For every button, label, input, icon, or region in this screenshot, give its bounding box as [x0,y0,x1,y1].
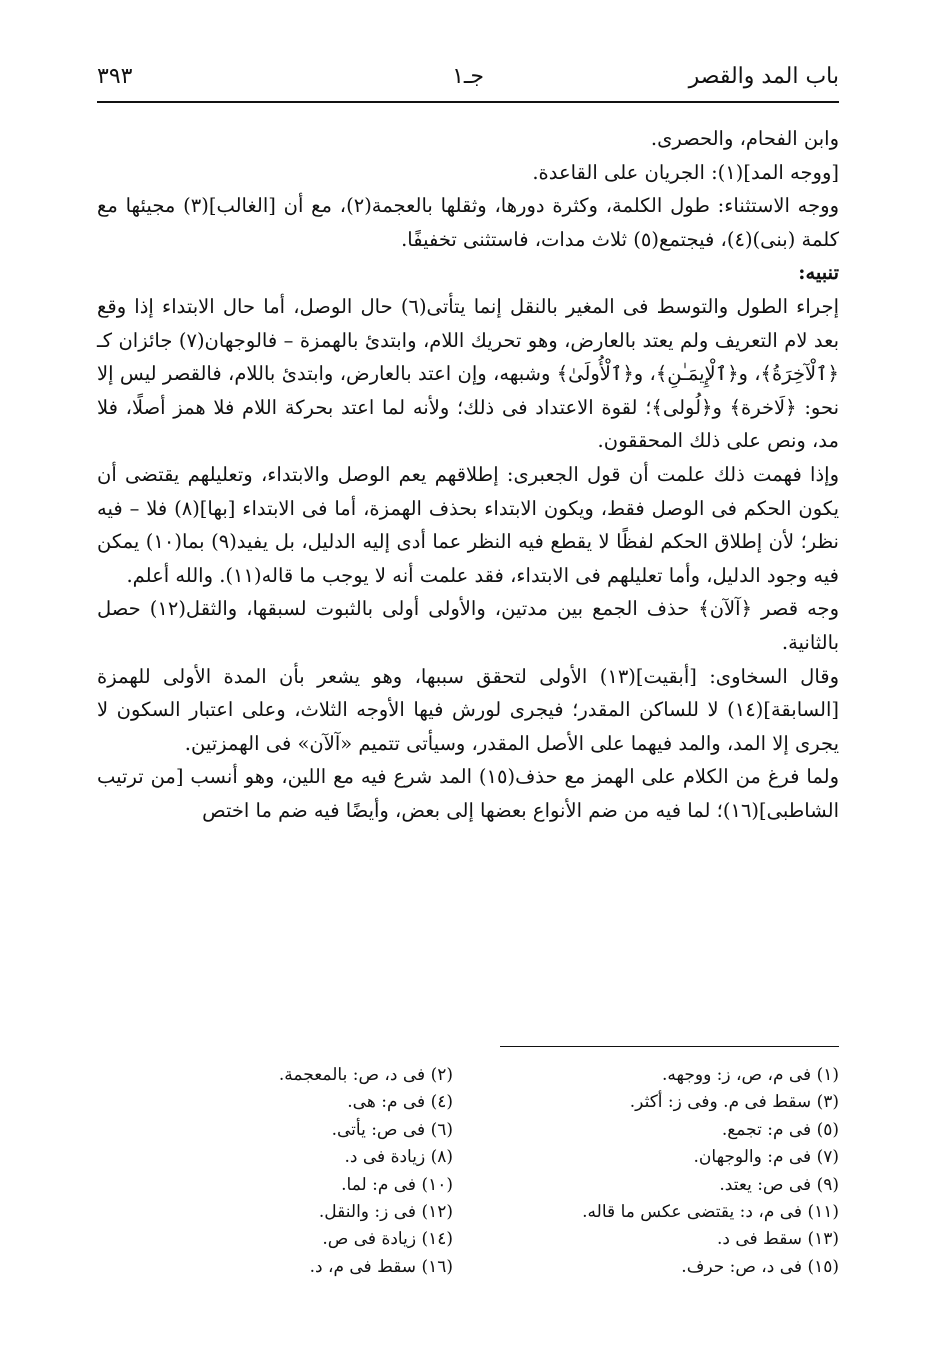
chapter-title: باب المد والقصر [688,64,839,89]
page-header [97,60,839,96]
page-number: ٣٩٣ [97,64,133,89]
footnote: (١٠) فى م: لما. [341,1174,453,1195]
header-rule [97,101,839,103]
paragraph: وابن الفحام، والحصرى. [650,127,839,150]
footnote: (٣) سقط فى م. وفى ز: أكثر. [629,1092,839,1113]
footnote: (١١) فى م، د: يقتضى عكس ما قاله. [582,1202,839,1223]
section-heading: تنبيه: [798,261,839,285]
paragraph: ووجه الاستثناء: طول الكلمة، وكثرة دورها، وثقلها بالعجمة(٢)، مع أن [الغالب](٣) مجيئها مع كلمة (بنى)(٤)، فيجتمع(٥) ثلاث مدات، فاستثنى تخفيفًا. [97,194,839,251]
volume-label: جـ١ [452,64,484,89]
footnotes [97,1062,839,1281]
footnote: (٩) فى ص: يعتد. [719,1174,839,1195]
paragraph: [ووجه المد](١): الجريان على القاعدة. [532,160,839,184]
footnote: (١٤) زيادة فى ص. [322,1229,453,1250]
paragraph: وجه قصر ﴿آلآن﴾ حذف الجمع بين مدتين، والأولى أولى بالثبوت لسبقها، والثقل(١٢) حصل بالثانية. [97,597,839,654]
footnote: (٥) فى م: تجمع. [721,1119,839,1140]
footnote: (١٦) سقط فى م، د. [309,1256,453,1277]
footnote: (٤) فى م: هى. [347,1092,453,1113]
paragraph: وإذا فهمت ذلك علمت أن قول الجعبرى: إطلاقهم يعم الوصل والابتداء، وتعليلهم يقتضى أن يكون الحكم فى الوصل فقط، ويكون الابتداء بحذف الهمزة، أما فى الابتداء [بها](٨) فلا – فيه نظر؛ لأن إطلاق الحكم لفظًا لا يقطع فيه النظر عما أدى إليه الدليل، بل يفيد(٩) بما(١٠) يمكن فيه وجود الدليل، وأما تعليلهم فى الابتداء، فقد علمت أنه لا يوجب ما قاله(١١). والله أعلم. [97,462,839,587]
footnote: (٨) زيادة فى د. [344,1147,453,1168]
paragraph: وقال السخاوى: [أبقيت](١٣) الأولى لتحقق سببها، وهو يشعر بأن المدة الأولى للهمزة [السابقة](١٤) لا للساكن المقدر؛ فيجرى لورش فيها الأوجه الثلاث، وعلى اعتبار السكون لا يجرى إلا المد، والمد فيهما على الأصل المقدر، وسيأتى تتميم «آلآن» فى الهمزتين. [97,664,839,755]
footnote: (١٢) فى ز: والنقل. [318,1202,453,1223]
footnote: (١٥) فى د، ص: حرف. [681,1256,839,1277]
paragraph: إجراء الطول والتوسط فى المغير بالنقل إنما يتأتى(٦) حال الوصل، أما حال الابتداء إذا وقع بعد لام التعريف ولم يعتد بالعارض، وهو تحريك اللام، وابتدئ بالهمزة – فالوجهان(٧) جائزان كـ ﴿ٱلْآخِرَةُ﴾، و﴿ٱلْإِيمَـٰنِ﴾، و﴿ٱلْأُولَىٰ﴾ وشبهه، وإن اعتد بالعارض، وابتدئ باللام، فالقصر ليس إلا نحو: ﴿لَاخرة﴾ و﴿لُولى﴾؛ لقوة الاعتداد فى ذلك؛ ولأنه لما اعتد بحركة اللام فلا همز أصلًا، فلا مد، ونص على ذلك المحققون. [97,294,839,453]
footnote: (٦) فى ص: يأتى. [331,1119,453,1140]
footnote: (٧) فى م: والوجهان. [693,1147,839,1168]
footnote-rule [500,1046,839,1047]
footnote: (٢) فى د، ص: بالمعجمة. [278,1065,453,1085]
main-text [97,122,839,827]
footnote: (١٣) سقط فى د. [716,1229,839,1250]
paragraph: ولما فرغ من الكلام على الهمز مع حذف(١٥) المد شرع فيه مع اللين، وهو أنسب [من ترتيب الشاطبى](١٦)؛ لما فيه من ضم الأنواع بعضها إلى بعض، وأيضًا فيه ضم ما اختص [97,765,839,822]
footnote: (١) فى م، ص، ز: ووجهه. [662,1065,839,1085]
